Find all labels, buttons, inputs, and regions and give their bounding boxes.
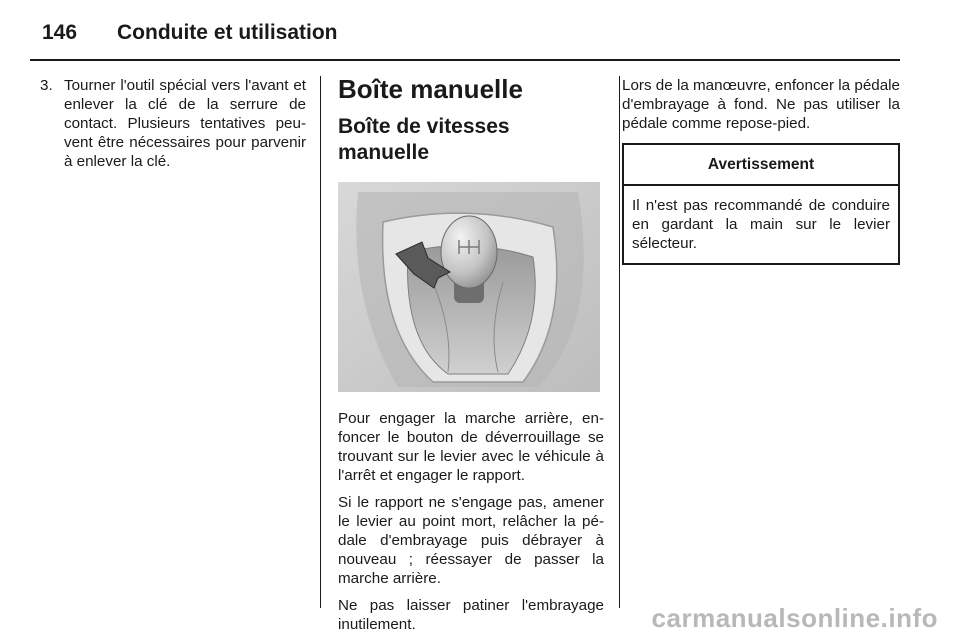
column-middle — [338, 76, 604, 642]
step-text: Tourner l'outil spécial vers l'avant et enlever la clé de la serrure de contact. Plusieurs tentatives peuvent être nécessaires pour parvenir à enlever la clé. — [64, 77, 306, 170]
warning-title: Avertissement — [624, 145, 898, 186]
column-right — [622, 76, 900, 265]
body-paragraph: Si le rapport ne s'engage pas, amener le levier au point mort, relâcher la pédale d'embrayage puis débrayer à nouveau ; réessayer de passer la marche arrière. — [338, 494, 604, 587]
body-paragraph: Pour engager la marche arrière, enfoncer le bouton de déverrouillage se trouvant sur le levier avec le véhicule à l'arrêt et engager le rapport. — [338, 410, 604, 484]
body-paragraph: Lors de la manœuvre, enfoncer la pédale d'embrayage à fond. Ne pas utiliser la pédale comme repose-pied. — [622, 77, 900, 132]
page-number: 146 — [42, 21, 78, 44]
warning-box — [622, 143, 900, 265]
subsection-title: Boîte de vitesses manuelle — [338, 115, 510, 164]
column-divider — [320, 76, 321, 608]
chapter-title: Conduite et utilisation — [117, 21, 338, 44]
section-title: Boîte manuelle — [338, 74, 523, 104]
header-rule — [30, 59, 900, 61]
gear-shift-illustration — [338, 182, 600, 392]
warning-text: Il n'est pas recommandé de conduire en gardant la main sur le levier sélecteur. — [632, 197, 890, 252]
column-left — [40, 76, 306, 171]
watermark: carmanualsonline.info — [651, 603, 938, 633]
gear-shift-icon — [338, 182, 600, 392]
body-paragraph: Ne pas laisser patiner l'embrayage inutilement. — [338, 597, 604, 633]
step-number: 3. — [40, 77, 53, 94]
column-divider — [619, 76, 620, 608]
instruction-step — [40, 76, 306, 171]
page-header — [42, 18, 338, 48]
